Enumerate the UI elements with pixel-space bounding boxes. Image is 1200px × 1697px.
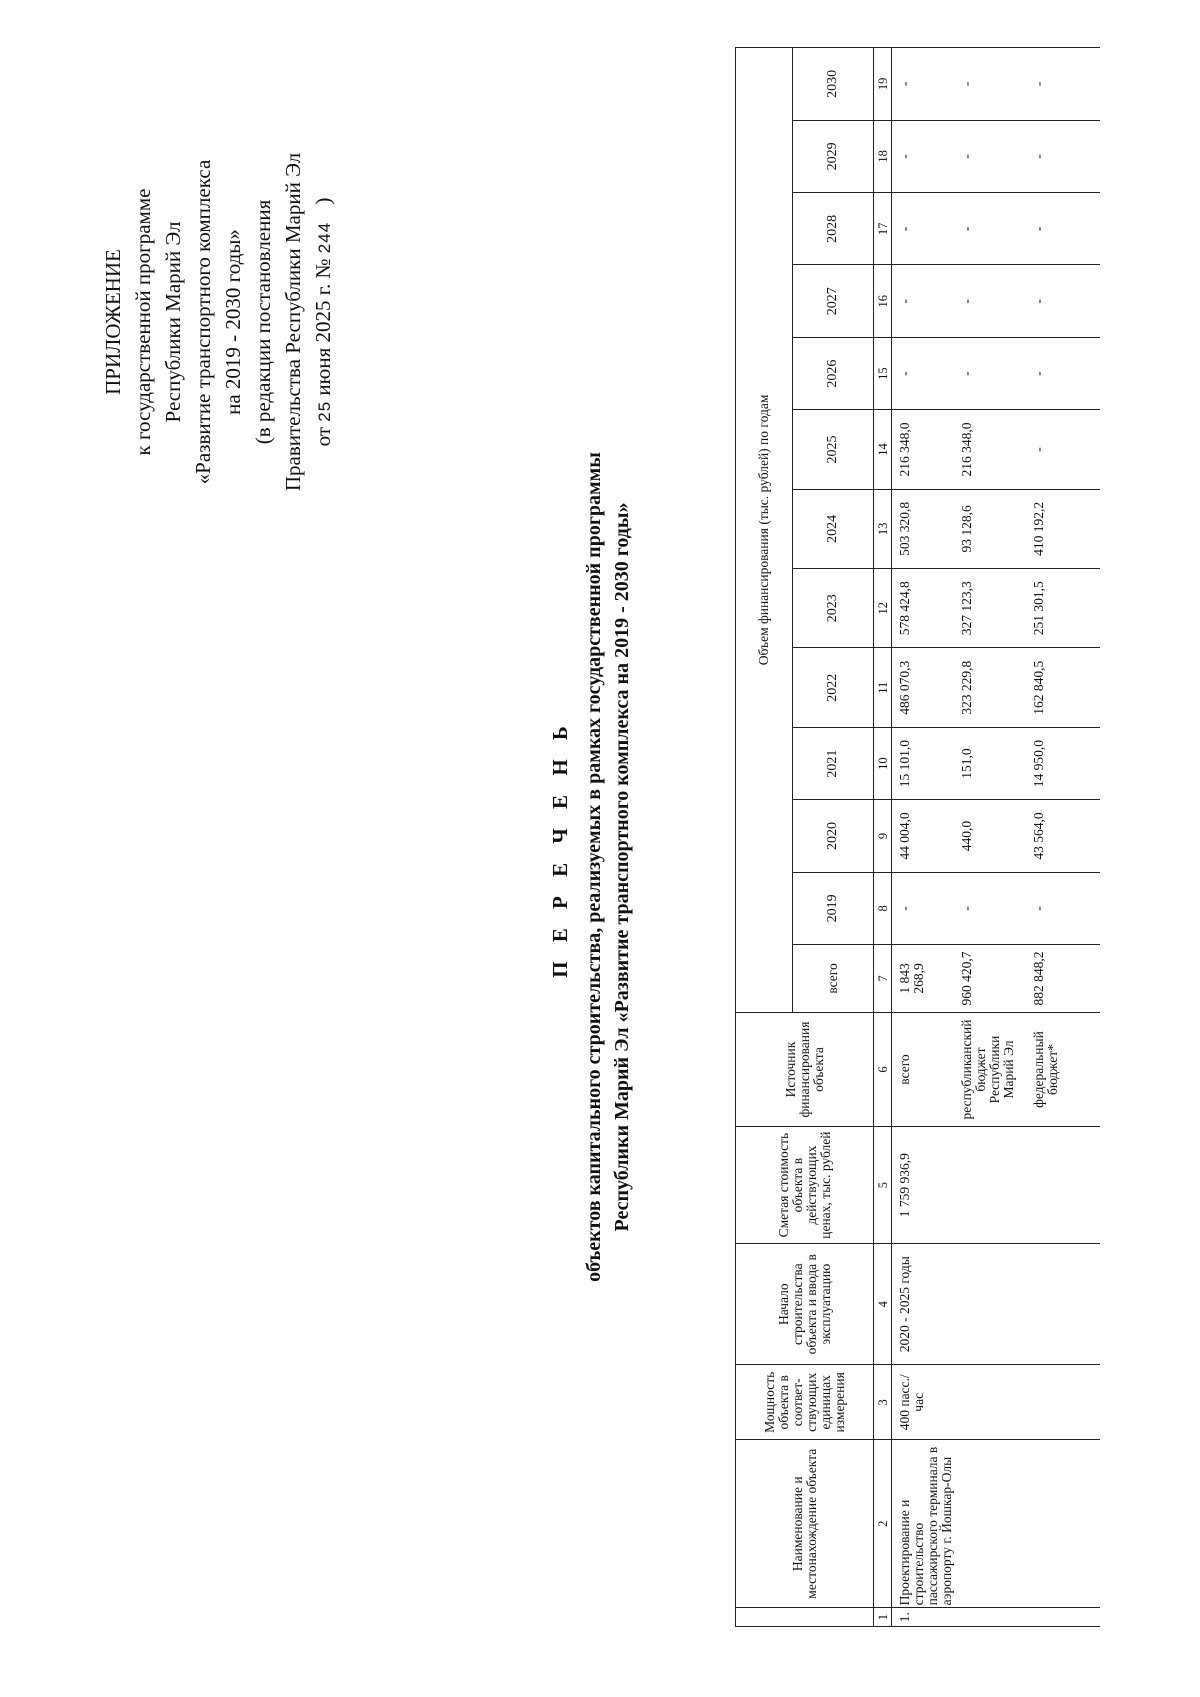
year-value: - <box>892 337 961 409</box>
appendix-line: «Развитие транспортного комплекса <box>191 159 215 485</box>
column-number: 13 <box>874 489 892 568</box>
header-num <box>736 1608 874 1627</box>
column-number: 8 <box>874 872 892 944</box>
object-capacity: 400 пасс./час <box>892 1365 1101 1440</box>
year-value: - <box>1032 337 1100 409</box>
year-value: 578 424,8 <box>892 569 961 648</box>
column-number: 16 <box>874 265 892 337</box>
header-period: Начало строительства объекта и ввода в эксплуатацию <box>736 1244 874 1365</box>
appendix-line: на 2019 - 2030 годы» <box>221 229 245 415</box>
column-number: 17 <box>874 193 892 265</box>
column-number: 10 <box>874 727 892 799</box>
year-value: - <box>892 193 961 265</box>
column-number: 7 <box>874 945 892 1013</box>
header-source: Источник финансирования объекта <box>736 1012 874 1126</box>
header-year: 2025 <box>793 410 874 489</box>
object-cost: 1 759 936,9 <box>892 1127 1101 1244</box>
header-total: всего <box>793 945 874 1013</box>
header-year: 2023 <box>793 569 874 648</box>
construction-objects-table <box>735 47 1100 1627</box>
year-value: - <box>960 337 1032 409</box>
column-number: 2 <box>874 1440 892 1608</box>
closing-paren: ) <box>311 197 335 205</box>
header-year: 2022 <box>793 648 874 727</box>
year-value: - <box>960 265 1032 337</box>
year-value: - <box>1032 872 1100 944</box>
appendix-date-line <box>308 87 340 557</box>
doc-number: 244 <box>315 221 334 254</box>
row-source: республиканский бюджет Республики Марий Эл <box>960 1012 1032 1126</box>
year-value: 440,0 <box>960 800 1032 872</box>
header-year: 2027 <box>793 265 874 337</box>
document-title: П Е Р Е Ч Е Н Ь <box>548 719 572 978</box>
object-num: 1. <box>892 1608 1101 1627</box>
appendix-line: Правительства Республики Марий Эл <box>281 152 305 492</box>
row-total: 882 848,2 <box>1032 945 1100 1013</box>
year-value: - <box>892 120 961 192</box>
year-value: - <box>960 120 1032 192</box>
column-number: 9 <box>874 800 892 872</box>
year-value: - <box>892 265 961 337</box>
column-number-row <box>874 48 892 1627</box>
column-number: 15 <box>874 337 892 409</box>
header-year: 2019 <box>793 872 874 944</box>
year-value: 323 229,8 <box>960 648 1032 727</box>
year-value: - <box>1032 265 1100 337</box>
year-value: - <box>960 48 1032 121</box>
year-value: 44 004,0 <box>892 800 961 872</box>
column-number: 11 <box>874 648 892 727</box>
year-value: 216 348,0 <box>960 410 1032 489</box>
column-number: 19 <box>874 48 892 121</box>
year-value: - <box>1032 120 1100 192</box>
year-value: 43 564,0 <box>1032 800 1100 872</box>
year-value: 410 192,2 <box>1032 489 1100 568</box>
row-source: федеральный бюджет* <box>1032 1012 1100 1126</box>
year-value: 216 348,0 <box>892 410 961 489</box>
column-number: 12 <box>874 569 892 648</box>
year-value: - <box>1032 48 1100 121</box>
header-year: 2029 <box>793 120 874 192</box>
year-value: 15 101,0 <box>892 727 961 799</box>
column-number: 18 <box>874 120 892 192</box>
row-total: 1 843 268,9 <box>892 945 961 1013</box>
year-value: - <box>1032 410 1100 489</box>
header-year: 2028 <box>793 193 874 265</box>
year-value: - <box>960 872 1032 944</box>
year-value: 93 128,6 <box>960 489 1032 568</box>
year-value: 151,0 <box>960 727 1032 799</box>
row-total: 960 420,7 <box>960 945 1032 1013</box>
year-value: 503 320,8 <box>892 489 961 568</box>
column-number: 3 <box>874 1365 892 1440</box>
appendix-line: Республики Марий Эл <box>161 221 185 423</box>
year-value: - <box>960 193 1032 265</box>
header-year: 2026 <box>793 337 874 409</box>
row-source: всего <box>892 1012 961 1126</box>
header-capacity: Мощность объекта в соответ-ствующих единицах измерения <box>736 1365 874 1440</box>
appendix-line: к государственной программе <box>131 188 155 456</box>
year-value: - <box>1032 193 1100 265</box>
column-number: 4 <box>874 1244 892 1365</box>
column-number: 14 <box>874 410 892 489</box>
header-year: 2030 <box>793 48 874 121</box>
date-prefix: от <box>311 427 335 447</box>
header-year: 2024 <box>793 489 874 568</box>
date-rest: июня 2025 г. № <box>311 258 335 396</box>
header-year: 2021 <box>793 727 874 799</box>
header-year: 2020 <box>793 800 874 872</box>
column-number: 6 <box>874 1012 892 1126</box>
header-name: Наименование и местонахождение объекта <box>736 1440 874 1608</box>
object-name: Проектирование и строительство пассажирского терминала в аэропорту г. Йошкар-Олы <box>892 1440 1101 1608</box>
year-value: - <box>892 872 961 944</box>
subtitle-line: объектов капитального строительства, реализуемых в рамках государственной программы <box>583 452 605 1282</box>
appendix-stamp <box>98 87 340 557</box>
year-value: 327 123,3 <box>960 569 1032 648</box>
document-subtitle <box>580 217 636 1517</box>
header-financing: Объем финансирования (тыс. рублей) по годам <box>736 48 793 1013</box>
year-value: 251 301,5 <box>1032 569 1100 648</box>
year-value: 486 070,3 <box>892 648 961 727</box>
year-value: - <box>892 48 961 121</box>
column-number: 5 <box>874 1127 892 1244</box>
column-number: 1 <box>874 1608 892 1627</box>
object-period: 2020 - 2025 годы <box>892 1244 1101 1365</box>
appendix-line: ПРИЛОЖЕНИЕ <box>101 249 125 395</box>
subtitle-line: Республики Марий Эл «Развитие транспортного комплекса на 2019 - 2030 годы» <box>611 502 633 1232</box>
date-day: 25 <box>315 400 334 422</box>
year-value: 14 950,0 <box>1032 727 1100 799</box>
year-value: 162 840,5 <box>1032 648 1100 727</box>
appendix-line: (в редакции постановления <box>251 199 275 445</box>
table-row <box>892 48 961 1627</box>
header-cost: Сметая стоимость объекта в действующих ценах, тыс. рублей <box>736 1127 874 1244</box>
